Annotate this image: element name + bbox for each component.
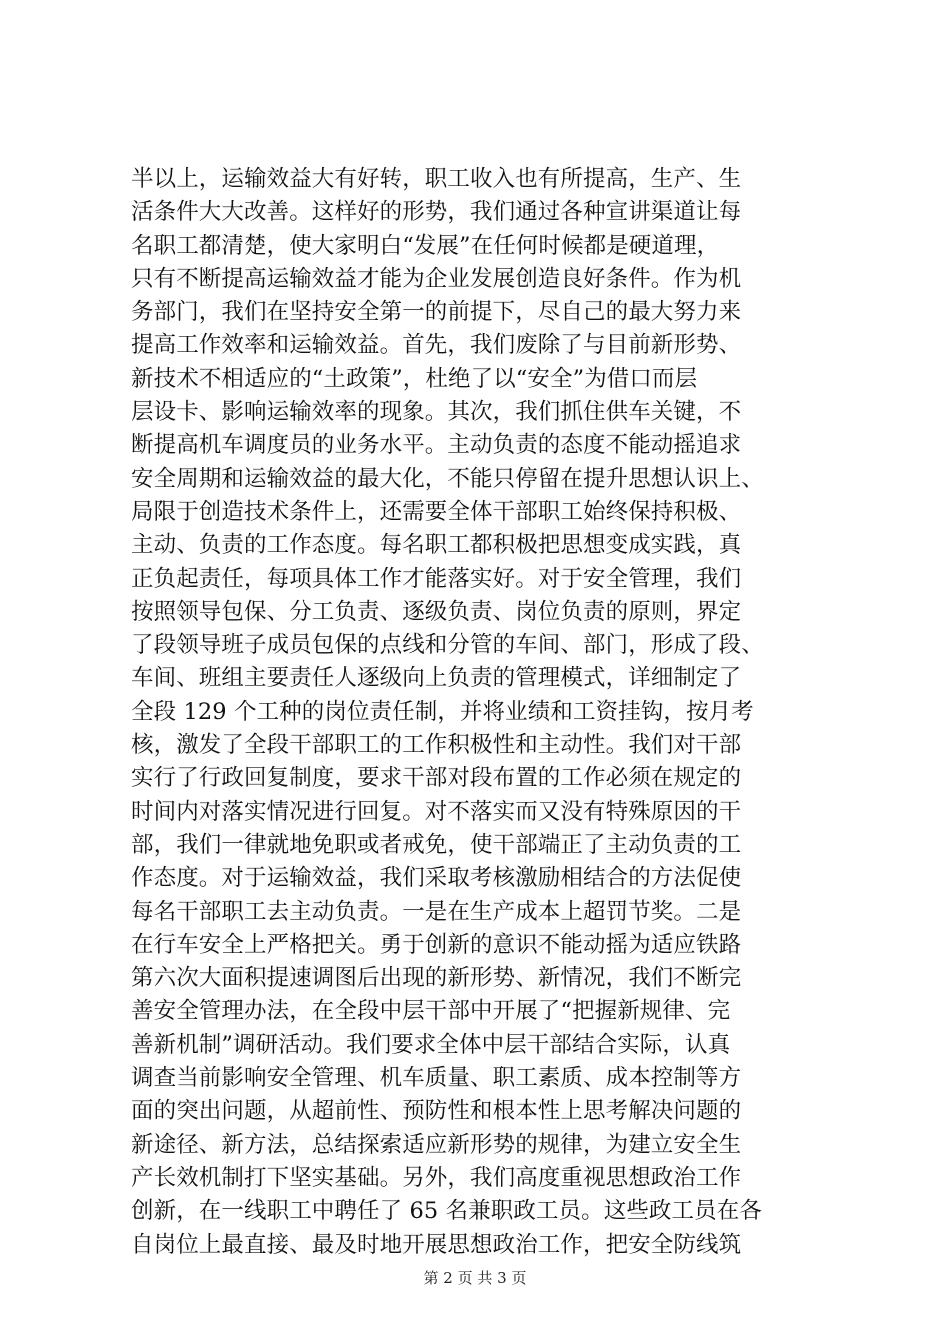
- text-line: 名职工都清楚，使大家明白“发展”在任何时候都是硬道理，: [131, 232, 720, 259]
- text-line: 活条件大大改善。这样好的形势，我们通过各种宣讲渠道让每: [131, 199, 742, 226]
- text-line: 调查当前影响安全管理、机车质量、职工素质、成本控制等方: [131, 1065, 742, 1092]
- text-line: 全段 129 个工种的岗位责任制，并将业绩和工资挂钩，按月考: [131, 698, 754, 725]
- text-line: 善安全管理办法，在全段中层干部中开展了“把握新规律、完: [131, 998, 731, 1025]
- text-line: 每名干部职工去主动负责。一是在生产成本上超罚节奖。二是: [131, 898, 742, 925]
- body-text: [131, 163, 831, 1262]
- text-line: 在行车安全上严格把关。勇于创新的意识不能动摇为适应铁路: [131, 931, 742, 958]
- text-line: 主动、负责的工作态度。每名职工都积极把思想变成实践，真: [131, 532, 742, 559]
- text-line: 半以上，运输效益大有好转，职工收入也有所提高，生产、生: [131, 166, 742, 192]
- text-line: 创新，在一线职工中聘任了 65 名兼职政工员。这些政工员在各: [131, 1198, 762, 1225]
- page-number-label: 第 2 页 共 3 页: [423, 1269, 527, 1287]
- text-line: 时间内对落实情况进行回复。对不落实而又没有特殊原因的干: [131, 798, 742, 825]
- text-line: 实行了行政回复制度，要求干部对段布置的工作必须在规定的: [131, 765, 742, 792]
- text-line: 正负起责任，每项具体工作才能落实好。对于安全管理，我们: [131, 565, 742, 592]
- text-line: 善新机制”调研活动。我们要求全体中层干部结合实际，认真: [131, 1031, 731, 1058]
- text-line: 核，激发了全段干部职工的工作积极性和主动性。我们对干部: [131, 732, 742, 759]
- text-line: 提高工作效率和运输效益。首先，我们废除了与目前新形势、: [131, 332, 742, 359]
- text-line: 安全周期和运输效益的最大化，不能只停留在提升思想认识上、: [131, 465, 764, 492]
- text-line: 车间、班组主要责任人逐级向上负责的管理模式，详细制定了: [131, 665, 742, 692]
- text-line: 产长效机制打下坚实基础。另外，我们高度重视思想政治工作: [131, 1164, 742, 1191]
- text-line: 了段领导班子成员包保的点线和分管的车间、部门，形成了段、: [131, 632, 764, 659]
- text-line: 只有不断提高运输效益才能为企业发展创造良好条件。作为机: [131, 265, 742, 292]
- page-footer: [0, 1268, 950, 1288]
- text-line: 新途径、新方法，总结探索适应新形势的规律，为建立安全生: [131, 1131, 742, 1158]
- text-line: 自岗位上最直接、最及时地开展思想政治工作，把安全防线筑: [131, 1231, 742, 1258]
- text-line: 新技术不相适应的“土政策”，杜绝了以“安全”为借口而层: [131, 365, 698, 392]
- text-line: 按照领导包保、分工负责、逐级负责、岗位负责的原则，界定: [131, 598, 742, 625]
- text-line: 局限于创造技术条件上，还需要全体干部职工始终保持积极、: [131, 498, 742, 525]
- text-line: 务部门，我们在坚持安全第一的前提下，尽自己的最大努力来: [131, 299, 742, 326]
- text-line: 断提高机车调度员的业务水平。主动负责的态度不能动摇追求: [131, 432, 742, 459]
- text-line: 面的突出问题，从超前性、预防性和根本性上思考解决问题的: [131, 1098, 742, 1125]
- text-line: 层设卡、影响运输效率的现象。其次，我们抓住供车关键，不: [131, 399, 742, 426]
- text-line: 作态度。对于运输效益，我们采取考核激励相结合的方法促使: [131, 865, 742, 892]
- text-line: 部，我们一律就地免职或者戒免，使干部端正了主动负责的工: [131, 831, 742, 858]
- text-line: 第六次大面积提速调图后出现的新形势、新情况，我们不断完: [131, 965, 742, 992]
